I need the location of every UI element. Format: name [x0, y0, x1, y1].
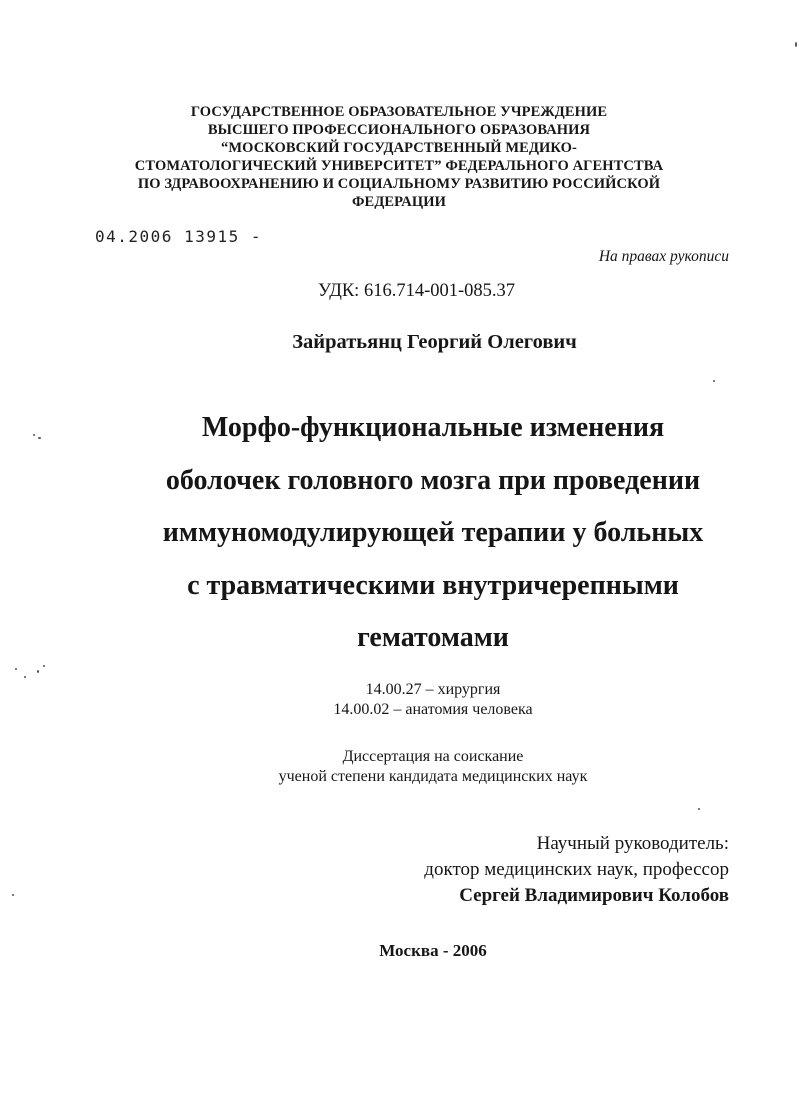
title-line: иммуномодулирующей терапии у больных: [162, 517, 704, 548]
supervisor-block: [424, 831, 729, 909]
supervisor-label: Научный руководитель:: [536, 833, 729, 854]
dissertation-title: [0, 402, 799, 665]
title-line: гематомами: [357, 622, 509, 653]
registration-stamp: 04.2006 13915 -: [95, 227, 262, 246]
scan-speck: [37, 670, 39, 673]
supervisor-degree: доктор медицинских наук, профессор: [424, 859, 729, 880]
title-line: с травматическими внутричерепными: [187, 569, 679, 601]
institution-header: [36, 103, 762, 211]
institution-line: ПО ЗДРАВООХРАНЕНИЮ И СОЦИАЛЬНОМУ РАЗВИТИЮ РОССИЙСКОЙ: [137, 176, 661, 192]
title-line: Морфо-функциональные изменения: [201, 412, 665, 443]
degree-line: ученой степени кандидата медицинских наук: [278, 768, 588, 785]
scan-speck: [15, 668, 17, 670]
specialties: [0, 680, 799, 720]
city-year: Москва - 2006: [379, 941, 487, 960]
institution-line: СТОМАТОЛОГИЧЕСКИЙ УНИВЕРСИТЕТ” ФЕДЕРАЛЬНОГО АГЕНТСТВА: [134, 158, 664, 174]
institution-line: ФЕДЕРАЦИИ: [352, 194, 446, 210]
scan-speck: [795, 42, 797, 47]
udk-code: УДК: 616.714-001-085.37: [318, 281, 516, 301]
scan-speck: [43, 665, 45, 667]
author-name: Зайратьянц Георгий Олегович: [292, 331, 577, 353]
title-line: оболочек головного мозга при проведении: [165, 464, 701, 496]
dissertation-degree: [0, 747, 799, 787]
institution-line: “МОСКОВСКИЙ ГОСУДАРСТВЕННЫЙ МЕДИКО-: [221, 140, 577, 156]
institution-line: ГОСУДАРСТВЕННОЕ ОБРАЗОВАТЕЛЬНОЕ УЧРЕЖДЕНИЕ: [190, 104, 608, 120]
scan-speck: [698, 808, 700, 810]
specialty-item: 14.00.27 – хирургия: [365, 681, 501, 698]
scan-speck: [38, 437, 41, 439]
scan-speck: [12, 894, 14, 896]
supervisor-name: Сергей Владимирович Колобов: [459, 885, 729, 906]
scan-speck: [24, 676, 26, 678]
degree-line: Диссертация на соискание: [342, 748, 524, 765]
institution-line: ВЫСШЕГО ПРОФЕССИОНАЛЬНОГО ОБРАЗОВАНИЯ: [207, 122, 591, 138]
scan-speck: [33, 434, 35, 436]
specialty-item: 14.00.02 – анатомия человека: [333, 701, 533, 718]
rights-note: На правах рукописи: [598, 248, 729, 265]
scan-speck: [713, 380, 715, 382]
